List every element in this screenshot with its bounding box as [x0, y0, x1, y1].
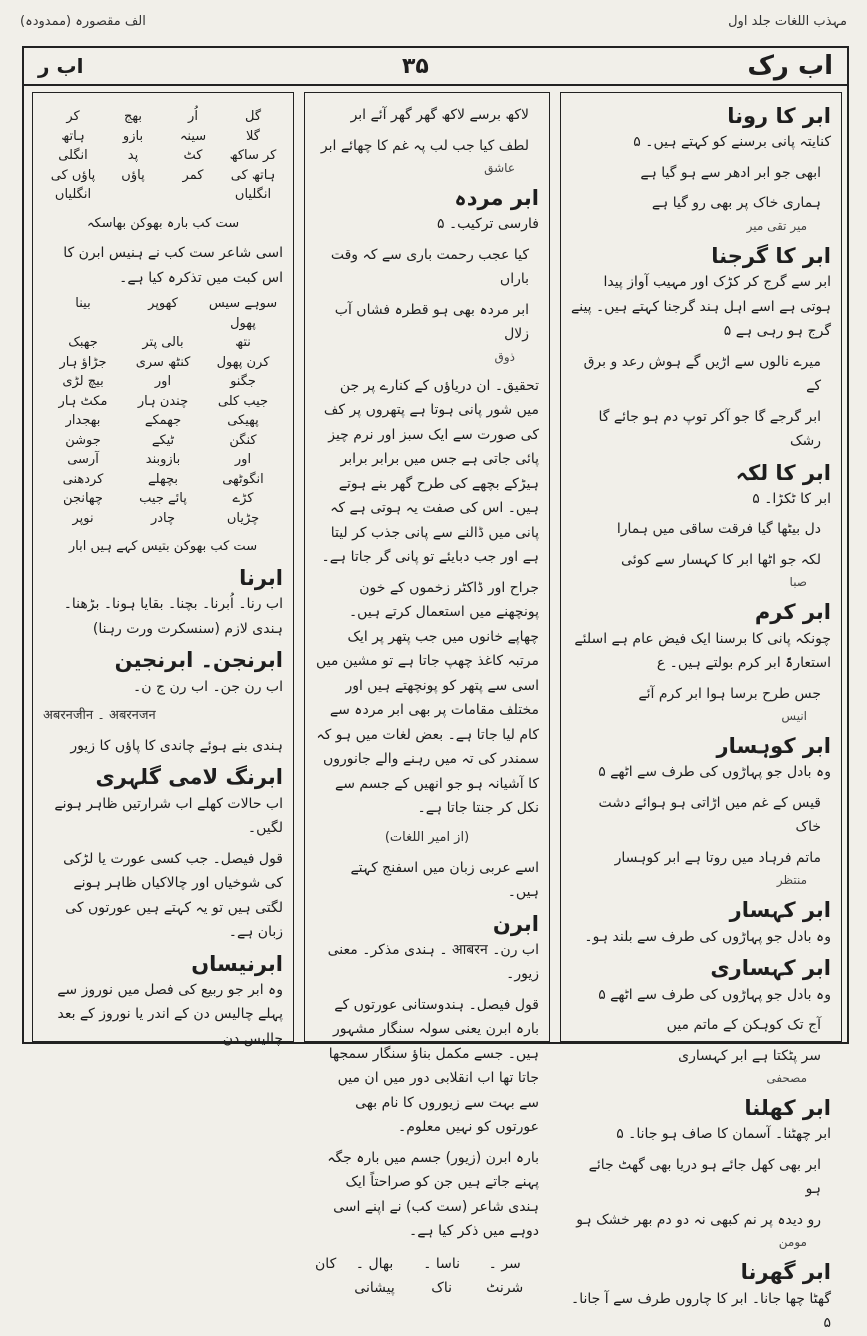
- grid-word: کمر: [182, 167, 204, 183]
- ornament-word: سوہے سیس پھول: [208, 296, 278, 331]
- headword: ابرنجن۔ ابرنجین: [114, 648, 283, 673]
- ornament-word: جھمکے: [144, 413, 182, 429]
- page-frame: [22, 46, 849, 1332]
- poet-name: انیس: [781, 709, 807, 724]
- grid-word: کٹ: [183, 148, 203, 163]
- headword: ابر مردہ: [454, 186, 539, 210]
- mid-entry: [315, 576, 539, 821]
- ornament-word: بالی پتر: [142, 335, 184, 351]
- definition: چونکہ پانی کا برسنا ایک فیض عام ہے اسلئے استعارۃً ابر کرم بولتے ہیں۔ ع: [574, 630, 831, 672]
- guide-word-right: اب رک: [747, 51, 833, 81]
- grid-word: گل: [244, 109, 262, 124]
- ornament-word: چندن ہار: [137, 393, 189, 409]
- ornament-word: جڑاؤ ہار: [59, 354, 107, 370]
- poet-name: صبا: [789, 575, 807, 590]
- definition: ہندی بنے ہوئے چاندی کا پاؤں کا زیور: [70, 737, 283, 754]
- mid-entry: [315, 298, 539, 368]
- ornament-word: مکٹ ہار: [58, 393, 108, 409]
- body-part-label: سر ۔ شرنٹ: [486, 1255, 524, 1297]
- right-entry: [571, 1095, 831, 1147]
- closing-line: ست کب بھوکن بتیس کہے ہیں ابار: [68, 539, 258, 555]
- right-entry: [571, 191, 831, 237]
- grid-word: پد: [127, 148, 139, 163]
- definition: ابر چھٹنا۔ آسمان کا صاف ہو جانا۔ ۵: [616, 1126, 831, 1143]
- verse-line: لاکھ برسے لاکھ گھر گھر آئے ابر: [350, 107, 529, 123]
- ornament-word: اور: [154, 374, 172, 390]
- verse-line: ماتم فرہاد میں روتا ہے ابر کوہسار: [614, 849, 821, 866]
- left-entry: [43, 647, 283, 699]
- definition: گھٹا چھا جانا۔ ابر کا چاروں طرف سے آ جانا۔ ۵: [571, 1290, 831, 1332]
- headword: ابر کا لکہ: [735, 460, 831, 485]
- mid-entry: [315, 374, 539, 570]
- right-entry: [571, 733, 831, 785]
- definition: قول فیصل۔ جب کسی عورت یا لڑکی کی شوخیاں اور چالاکیاں ظاہر ہونے لگتی ہیں تو یہ کہتے ہیں عورتوں کی زبان ہے۔: [63, 850, 283, 941]
- mid-entry: [315, 993, 539, 1140]
- doha-line: ست کب بارہ بھوکن بھاسکہ: [86, 215, 240, 231]
- column-right: [560, 92, 842, 1332]
- body-part-label: کان: [315, 1255, 337, 1272]
- definition: وہ بادل جو پہاڑوں کی طرف سے اٹھے ۵: [598, 986, 831, 1003]
- right-entry: [571, 1259, 831, 1335]
- ornament-word: انگوٹھی: [222, 471, 264, 487]
- right-entry: [571, 1208, 831, 1254]
- verse-line: ابر بھی کھل جائے ہو دریا بھی گھٹ جائے ہو: [588, 1156, 821, 1198]
- ornament-word: نتھ: [235, 335, 251, 351]
- definition: ابر کا ٹکڑا۔ ۵: [752, 490, 831, 507]
- poet-name: ذوق: [494, 349, 515, 364]
- ornament-word: جیب کلی: [217, 393, 269, 409]
- definition: وہ بادل جو پہاڑوں کی طرف سے اٹھے ۵: [598, 764, 831, 781]
- column-left: [32, 92, 294, 1047]
- ornament-word: اور: [234, 452, 252, 468]
- devanagari-form: अबरनजीन ۔ अबरनजन: [43, 708, 156, 724]
- ornament-word: جگنو: [230, 374, 256, 390]
- left-entry: [43, 705, 283, 728]
- grid-word: ہاتھ: [61, 128, 85, 144]
- grid-word: اُر: [188, 109, 198, 124]
- headword: ابر گھرنا: [740, 1260, 831, 1285]
- mid-entry: [315, 856, 539, 905]
- right-entry: [571, 682, 831, 728]
- mid-entry: [315, 103, 539, 128]
- definition: اب رن۔ आबरन ۔ ہندی مذکر۔ معنی زیور۔: [327, 941, 539, 983]
- ornament-word: بچھلے: [148, 471, 178, 487]
- verse-line: لطف کیا جب لب پہ غم کا چھائے ابر: [320, 137, 529, 154]
- ornament-word: کردھنی: [62, 471, 104, 487]
- grid-word: پاؤں: [121, 167, 145, 183]
- left-entry: [43, 847, 283, 945]
- definition: اب رنا۔ اُبرنا۔ بچنا۔ بقایا ہونا۔ بڑھنا۔ ہندی لازم (سنسکرت ورت رہنا): [63, 596, 283, 637]
- ornament-word: کنگن: [229, 432, 257, 448]
- ornament-word: پائے جیب: [139, 491, 187, 507]
- body-parts-row: [315, 1252, 539, 1301]
- definition: وہ بادل جو پہاڑوں کی طرف سے بلند ہو۔: [584, 928, 831, 945]
- mid-entry: [315, 134, 539, 180]
- guide-word-left: اب ر: [38, 54, 84, 78]
- mid-entry: [315, 911, 539, 987]
- definition: جراح اور ڈاکٹر زخموں کے خون پونچھنے میں استعمال کرتے ہیں۔ چھاپے خانوں میں جب پتھر پر ایک مرتبہ کاغذ چھپ جاتا ہے تو مشین میں اسی سے پتھر کو پونچھتے ہیں اور مختلف مقامات پر بھی ابر مردہ سے کام لیا جاتا ہے۔ بعض لغات میں ہو کہ سمندر کی تہ میں رہنے والے جانوروں کا آشیانہ ہو جو انھیں کے جسم سے نکل کر جنتا جاتا ہے۔: [315, 579, 539, 817]
- poet-name: مصحفی: [766, 1071, 807, 1086]
- headword: ابر کا رونا: [727, 104, 831, 128]
- column-middle: [304, 92, 550, 1297]
- ornament-word: پھیکی: [227, 413, 259, 429]
- running-head: [20, 8, 847, 34]
- poet-name: مومن: [778, 1235, 807, 1250]
- poet-name: میر تقی میر: [746, 218, 807, 233]
- right-entry: [571, 103, 831, 155]
- ornament-word: کڑے: [232, 491, 254, 507]
- right-entry: [571, 161, 831, 186]
- headword: ابرنگ لامی گلہری: [95, 765, 283, 790]
- doha-note: اسی شاعر ست کب نے ہنیس ابرن کا اس کبت میں تذکرہ کیا ہے۔: [63, 245, 283, 286]
- definition: اسے عربی زبان میں اسفنج کہتے ہیں۔: [350, 859, 539, 901]
- right-entry: [571, 460, 831, 512]
- mid-entry: [315, 185, 539, 237]
- running-head-left: الف مقصورہ (ممدودہ): [20, 13, 146, 29]
- headword: ابرنیساں: [191, 951, 283, 976]
- mid-entry: [315, 1252, 539, 1301]
- body-part-grid: [43, 107, 283, 205]
- ornament-word: کھوپر: [148, 296, 178, 312]
- verse-line: ابھی جو ابر ادھر سے ہو گیا ہے: [640, 164, 821, 181]
- verse-line: آج تک کوہکن کے ماتم میں: [666, 1017, 821, 1034]
- left-entry: [43, 951, 283, 1052]
- left-entry: [43, 764, 283, 840]
- ornament-word: بیچ لڑی: [62, 374, 104, 390]
- verse-line: جس طرح برسا ہوا ابر کرم آئے: [638, 685, 821, 702]
- ornament-word: ٹیکے: [151, 432, 175, 448]
- ornament-word: چادر: [150, 510, 176, 526]
- mid-entry: [315, 827, 539, 850]
- headword: ابر کہسار: [729, 898, 831, 923]
- grid-word: بازو: [122, 128, 144, 144]
- definition: اب رن جن۔ اب رن ج ن۔: [133, 678, 283, 695]
- source-citation: (از امیر اللغات): [384, 829, 470, 845]
- ornament-word: کرن پھول: [216, 354, 270, 370]
- body-part-label: ناسا ۔ ناک: [423, 1255, 461, 1297]
- left-entry: [43, 734, 283, 759]
- definition: بارہ ابرن (زیور) جسم میں بارہ جگہ پہنے جاتے ہیں جن کو صراحتاً ایک ہندی شاعر (ست کب) نے اپنے اسی دوہے میں ذکر کیا ہے۔: [327, 1149, 539, 1240]
- grid-word: پاؤں کی انگلیاں: [50, 167, 96, 202]
- ornament-word: چڑیاں: [226, 510, 260, 526]
- definition: اب حالات کھلے اب شرارتیں ظاہر ہونے لگیں۔: [54, 795, 283, 837]
- right-entry: [571, 517, 831, 542]
- right-entry: [571, 897, 831, 949]
- right-entry: [571, 791, 831, 840]
- ornament-word: کنٹھ سری: [135, 354, 191, 370]
- grid-word: بھج: [123, 109, 142, 124]
- ornament-word: بازوبند: [145, 452, 181, 468]
- grid-word: گلا: [246, 128, 260, 144]
- page-header: [24, 48, 847, 86]
- verse-line: لکہ جو اٹھا ابر کا کہسار سے کوئی: [621, 551, 821, 568]
- verse-line: ابر مردہ بھی ہو قطرہ فشاں آب زلال: [334, 301, 529, 343]
- page-number: ۳۵: [401, 53, 429, 79]
- right-entry: [571, 846, 831, 892]
- mid-entry: [315, 1146, 539, 1244]
- definition: وہ ابر جو ربیع کی فصل میں نوروز سے پہلے چالیس دن کے اندر یا نوروز کے بعد چالیس دن: [57, 981, 283, 1047]
- headword: ابرنا: [239, 566, 283, 590]
- verse-line: قیس کے غم میں اڑاتی ہو ہوائے دشت خاک: [598, 794, 821, 836]
- poet-name: منتظر: [776, 873, 807, 888]
- headword: ابر کہساری: [710, 956, 831, 981]
- right-entry: [571, 350, 831, 399]
- ornament-word: نوپر: [72, 510, 94, 526]
- headword: ابر کوہسار: [716, 734, 831, 759]
- right-entry: [571, 599, 831, 675]
- grid-word: ہاتھ کی انگلیاں: [230, 167, 276, 202]
- verse-line: ابر گرجے گا جو آکر توپ دم ہو جائے گا رشک: [598, 408, 821, 450]
- grid-word: کر ساکھ: [229, 148, 277, 163]
- ornament-word: بھجدار: [65, 413, 101, 429]
- verse-line: میرے نالوں سے اڑیں گے ہوش رعد و برق کے: [583, 353, 821, 395]
- headword: ابر کا گرجنا: [711, 243, 831, 268]
- ornament-word: بینا: [75, 296, 91, 312]
- right-entry: [571, 548, 831, 594]
- ornament-word: جھبک: [68, 335, 98, 351]
- right-entry: [571, 955, 831, 1007]
- right-entry: [571, 1044, 831, 1090]
- definition: کنایتہ پانی برسنے کو کہتے ہیں۔ ۵: [633, 134, 831, 151]
- left-entry: [43, 565, 283, 641]
- definition: قول فیصل۔ ہندوستانی عورتوں کے بارہ ابرن یعنی سولہ سنگار مشہور ہیں۔ جسے مکمل بناؤ سنگار سمجھا جاتا تھا اب انقلابی دور میں ان میں سے بہت سے زیوروں کا نام بھی عورتوں کو نہیں معلوم۔: [328, 996, 539, 1136]
- headword: ابر کھلنا: [744, 1096, 831, 1121]
- verse-line: ہماری خاک پر بھی رو گیا ہے: [651, 195, 821, 212]
- running-head-right: مہذب اللغات جلد اول: [728, 13, 847, 29]
- verse-line: سر پٹکتا ہے ابر کہساری: [678, 1047, 821, 1064]
- definition: ابر سے گرج کر کڑک اور مہیب آواز پیدا ہوتی ہے اسے اہل ہند گرجنا کہتے ہیں۔ پینے گرج ہو رہی ہے ۵: [571, 274, 831, 340]
- right-entry: [571, 1013, 831, 1038]
- grid-word: سینہ: [179, 128, 207, 144]
- ornament-word: چھانجن: [63, 491, 103, 507]
- grid-word: انگلی: [58, 148, 88, 163]
- body-part-label: بھال ۔ پیشانی: [354, 1255, 395, 1297]
- ornament-word: جوشن: [65, 432, 101, 448]
- right-entry: [571, 1153, 831, 1202]
- verse-line: رو دیدہ پر نم کبھی نہ دو دم بھر خشک ہو: [576, 1211, 821, 1228]
- definition: فارسی ترکیب۔ ۵: [436, 216, 539, 233]
- poet-name: عاشق: [484, 161, 515, 175]
- ornament-word: آرسی: [67, 452, 99, 468]
- verse-line: کیا عجب رحمت باری سے کہ وقت باراں: [330, 246, 529, 288]
- grid-word: کر: [66, 109, 80, 124]
- headword: ابر کرم: [754, 600, 831, 625]
- right-entry: [571, 405, 831, 454]
- mid-entry: [315, 243, 539, 292]
- definition: تحقیق۔ ان دریاؤں کے کنارے پر جن میں شور پانی ہوتا ہے پتھروں پر کف کی صورت سے ایک سبز اور نرم چیز پائی جاتی ہے جس میں برابر برابر ہیڑکے بچھے کی طرح گھر بنے ہوتے ہیں۔ اس کی صفت یہ ہوتی ہے کہ پانی میں ڈالنے سے پانی جذب کر لیتا ہے اور جب دبایئے تو پانی گر جاتا ہے۔: [321, 377, 539, 566]
- verse-line: دل بیٹھا گیا فرقت ساقی میں ہمارا: [616, 521, 821, 538]
- headword: ابرن: [492, 911, 539, 936]
- ornament-grid: [43, 294, 283, 528]
- right-entry: [571, 243, 831, 344]
- columns: [24, 92, 847, 1332]
